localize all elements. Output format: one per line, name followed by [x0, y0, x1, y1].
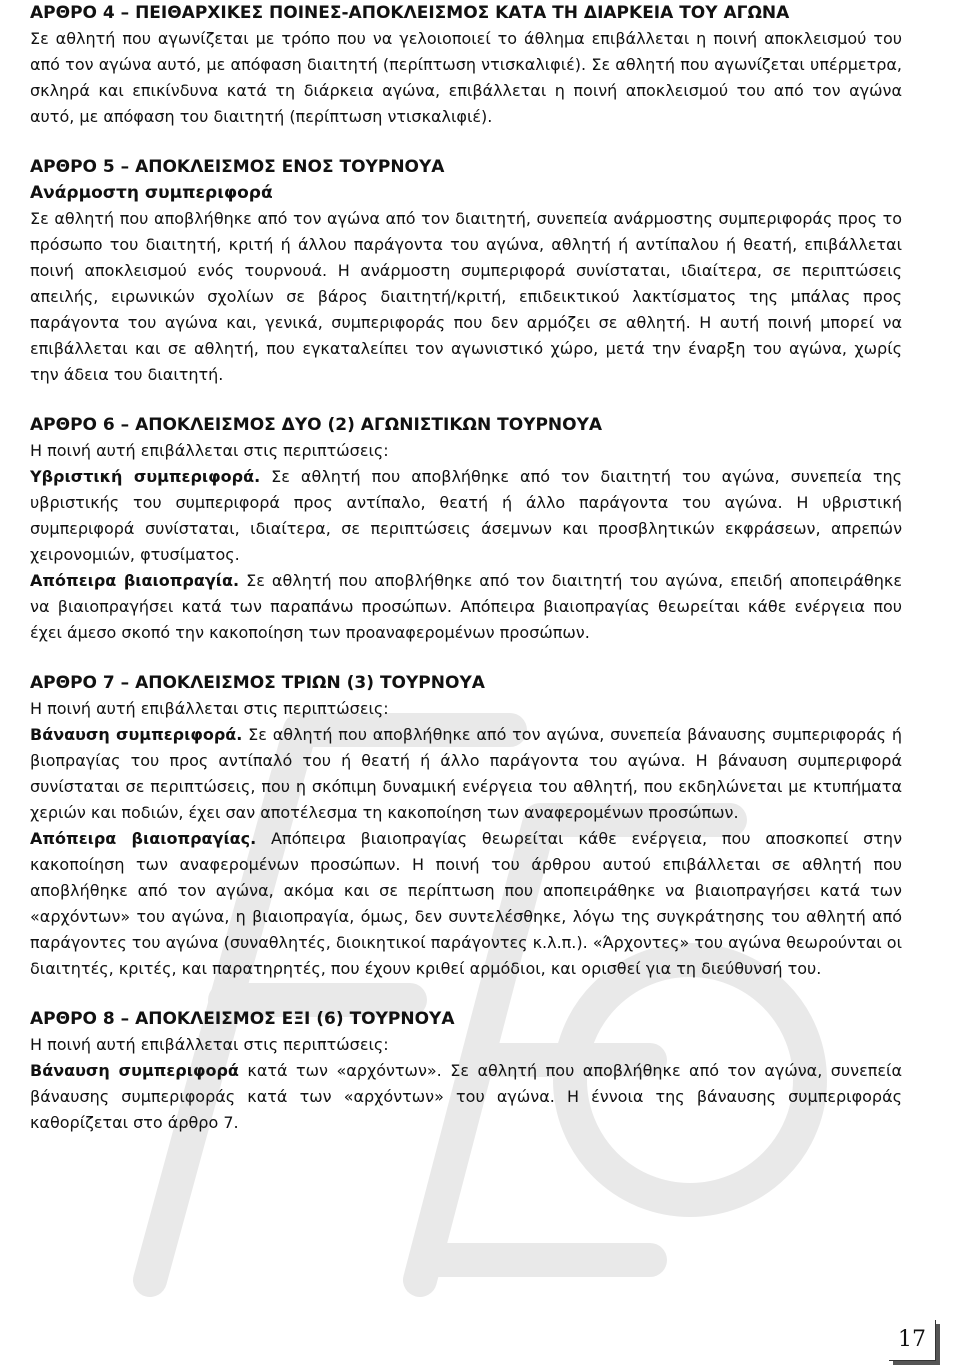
article-8-paragraph-1 [30, 1058, 902, 1136]
article-8-title: ΑΡΘΡΟ 8 – ΑΠΟΚΛΕΙΣΜΟΣ ΕΞΙ (6) ΤΟΥΡΝΟΥΑ [30, 1009, 455, 1029]
article-5-paragraph-1: Σε αθλητή που αποβλήθηκε από τον αγώνα από τον διαιτητή, συνεπεία ανάρμοστης συμπεριφοράς προς το πρόσωπο του διαιτητή, κριτή ή άλλου παράγοντα του αγώνα, αθλητή ή αντίπαλου ή θεατή, επιβάλλεται ποινή αποκλεισμού ενός τουρνουά. Η ανάρμοστη συμπεριφορά συνίσταται, ιδιαίτερα, σε περιπτώσεις απειλής, ειρωνικών σχολίων σε βάρος διαιτητή/κριτή, επιδεικτικού λακτίσματος της μπάλας προς παράγοντα του αγώνα και, γενικά, συμπεριφοράς που δεν αρμόζει σε αθλητή. Η αυτή ποινή μπορεί να επιβάλλεται και σε αθλητή, που εγκαταλείπει τον αγωνιστικό χώρο, μετά την έναρξη του αγώνα, χωρίς την άδεια του διαιτητή. [30, 209, 902, 384]
article-6-title: ΑΡΘΡΟ 6 – ΑΠΟΚΛΕΙΣΜΟΣ ΔΥΟ (2) ΑΓΩΝΙΣΤΙΚΩΝ ΤΟΥΡΝΟΥΑ [30, 415, 603, 435]
article-8-paragraph-1-lead: Βάναυση συμπεριφορά [30, 1061, 239, 1080]
article-5 [30, 154, 902, 388]
article-8 [30, 1006, 902, 1136]
article-6-paragraph-1 [30, 464, 902, 568]
article-7-intro: Η ποινή αυτή επιβάλλεται στις περιπτώσεις: [30, 699, 389, 718]
article-5-subheading: Ανάρμοστη συμπεριφορά [30, 183, 273, 203]
article-8-intro: Η ποινή αυτή επιβάλλεται στις περιπτώσεις: [30, 1035, 389, 1054]
page-number: 17 [889, 1320, 936, 1361]
article-7-paragraph-1 [30, 722, 902, 826]
article-7-paragraph-2-lead: Απόπειρα βιαιοπραγίας. [30, 829, 257, 848]
article-8-paragraph-1-text: κατά των «αρχόντων». Σε αθλητή που αποβλήθηκε από τον αγώνα, συνεπεία βάναυσης συμπεριφοράς κατά των «αρχόντων» του αγώνα. Η έννοια της βάναυσης συμπεριφοράς καθορίζεται στο άρθρο 7. [30, 1061, 903, 1132]
article-7-paragraph-1-lead: Βάναυση συμπεριφορά. [30, 725, 243, 744]
article-6 [30, 412, 902, 646]
article-4-title: ΑΡΘΡΟ 4 – ΠΕΙΘΑΡΧΙΚΕΣ ΠΟΙΝΕΣ-ΑΠΟΚΛΕΙΣΜΟΣ ΚΑΤΑ ΤΗ ΔΙΑΡΚΕΙΑ ΤΟΥ ΑΓΩΝΑ [30, 3, 790, 23]
article-6-intro: Η ποινή αυτή επιβάλλεται στις περιπτώσεις: [30, 441, 389, 460]
article-4-paragraph-1: Σε αθλητή που αγωνίζεται με τρόπο που να γελοιοποιεί το άθλημα επιβάλλεται η ποινή αποκλεισμού του από τον αγώνα αυτό, με απόφαση διαιτητή (περίπτωση ντισκαλιφιέ). Σε αθλητή που αγωνίζεται υπέρμετρα, σκληρά και επικίνδυνα κατά τη διάρκεια αγώνα, επιβάλλεται η ποινή αποκλεισμού του από τον αγώνα αυτό, με απόφαση του διαιτητή (περίπτωση ντισκαλιφιέ). [30, 29, 902, 126]
article-7 [30, 670, 902, 982]
article-7-paragraph-2 [30, 826, 902, 982]
article-5-title: ΑΡΘΡΟ 5 – ΑΠΟΚΛΕΙΣΜΟΣ ΕΝΟΣ ΤΟΥΡΝΟΥΑ [30, 157, 445, 177]
article-7-paragraph-1-text: Σε αθλητή που αποβλήθηκε από τον αγώνα, συνεπεία βάναυσης συμπεριφοράς ή βιοπραγίας του προς αντίπαλό του ή θεατή ή άλλο παράγοντα του αγώνα. Η βάναυση συμπεριφορά συνίσταται σε περιπτώσεις, που η σκόπιμη δυναμική ενέργεια του αθλητή, που εκδηλώνεται με κτυπήματα χεριών και ποδιών, έχει σαν αποτέλεσμα τη κακοποίηση των αναφερομένων προσώπων. [30, 725, 902, 822]
article-7-title: ΑΡΘΡΟ 7 – ΑΠΟΚΛΕΙΣΜΟΣ ΤΡΙΩΝ (3) ΤΟΥΡΝΟΥΑ [30, 673, 485, 693]
article-6-paragraph-2 [30, 568, 902, 646]
article-6-paragraph-1-lead: Υβριστική συμπεριφορά. [30, 467, 261, 486]
article-6-paragraph-2-text: Σε αθλητή που αποβλήθηκε από τον διαιτητή του αγώνα, επειδή αποπειράθηκε να βιαιοπραγήσει κατά των παραπάνω προσώπων. Απόπειρα βιαιοπραγίας θεωρείται κάθε ενέργεια που έχει άμεσο σκοπό την κακοποίηση των προαναφερομένων προσώπων. [30, 571, 902, 642]
article-4 [30, 0, 902, 130]
article-6-paragraph-2-lead: Απόπειρα βιαιοπραγία. [30, 571, 240, 590]
article-6-paragraph-1-text: Σε αθλητή που αποβλήθηκε από τον διαιτητή του αγώνα, συνεπεία της υβριστικής του συμπεριφορά προς αντίπαλο, θεατή ή άλλο παράγοντα του αγώνα. Η υβριστική συμπεριφορά συνίσταται, ιδιαίτερα, σε περιπτώσεις άσεμνων και προσβλητικών εκφράσεων, απρεπών χειρονομιών, φτυσίματος. [30, 467, 903, 564]
article-7-paragraph-2-text: Απόπειρα βιαιοπραγίας θεωρείται κάθε ενέργεια, που αποσκοπεί στην κακοποίηση των αναφερομένων προσώπων. Η ποινή του άρθρου αυτού επιβάλλεται σε αθλητή που αποβλήθηκε από τον αγώνα, ακόμα και σε περίπτωση που αποπειράθηκε να βιαιοπραγήσει κατά των «αρχόντων» του αγώνα, η βιαιοπραγία, όμως, δεν συντελέσθηκε, λόγω της συγκράτησης του αθλητή από παράγοντες του αγώνα (συναθλητές, διοικητικοί παράγοντες κ.λ.π.). «Άρχοντες» του αγώνα θεωρούνται οι διαιτητές, κριτές, και παρατηρητές, που έχουν κριθεί αρμόδιοι, και ορισθεί για τη διεύθυνσή του. [30, 829, 903, 978]
